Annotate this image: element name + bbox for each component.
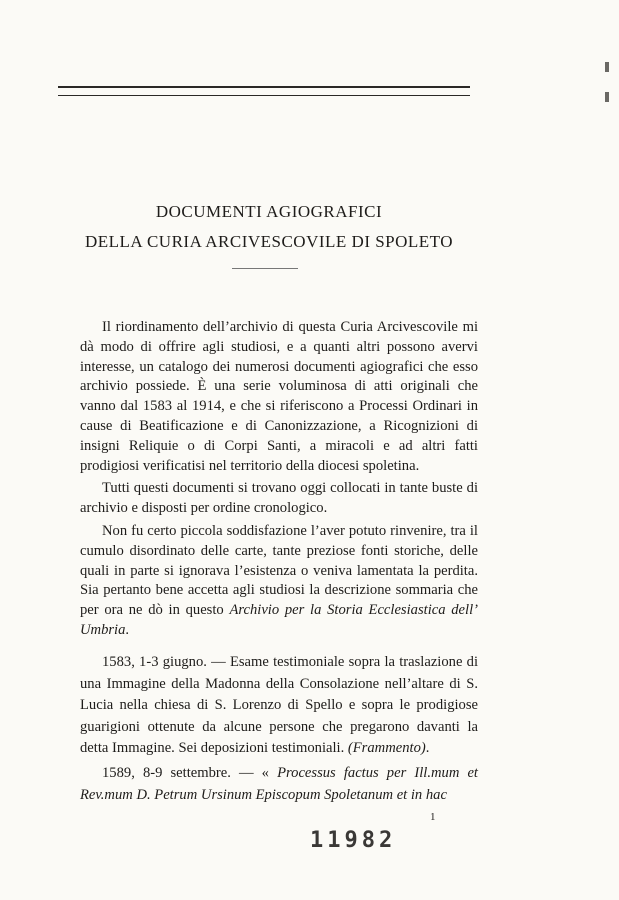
top-double-rule-thick <box>58 86 470 88</box>
entry-1583-body: 1583, 1-3 giugno. — Esame testimoniale sopra la traslazione di una Immagine della Madonna della Consolazione nell’altare di S. Lucia nella chiesa di S. Lorenzo di Spello e sopra le prodigiose guarigioni ottenute da alcune persone che pregarono davanti la detta Immagine. Sei deposizioni testimoniali. <box>80 654 478 756</box>
intro-paragraph-3-end: . <box>125 621 130 638</box>
journal-title: Archivio per la Storia Ecclesiastica dell’ Umbria <box>80 602 478 638</box>
introduction <box>80 318 478 644</box>
intro-paragraph-3-text: Non fu certo piccola soddisfazione l’aver potuto rinvenire, tra il cumulo disordinato delle carte, tante preziose fonti storiche, delle quali in parte si ignorava l’esistenza o veniva lamentata la perdita. Sia pertanto bene accetta agli studiosi la descrizione sommaria che per ora ne dò in questo <box>80 522 478 619</box>
title-separator <box>232 268 298 269</box>
signature-mark: 1 <box>430 811 436 823</box>
entry-1583-text <box>80 652 478 760</box>
catalog-entry-1589 <box>80 763 478 806</box>
edge-mark <box>605 92 609 102</box>
article-title-line-1: DOCUMENTI AGIOGRAFICI <box>155 202 383 221</box>
edge-mark <box>605 62 609 72</box>
intro-paragraph-2: Tutti questi documenti si trovano oggi collocati in tante buste di archivio e disposti per ordine cronologico. <box>80 480 478 517</box>
entry-1583-note: (Frammento) <box>347 740 426 756</box>
catalog-entry-1583 <box>80 652 478 760</box>
top-double-rule-thin <box>58 95 470 96</box>
article-title-line-2: DELLA CURIA ARCIVESCOVILE DI SPOLETO <box>84 232 454 251</box>
intro-paragraph-3 <box>80 522 478 641</box>
library-stamp: 11982 <box>310 828 397 853</box>
entry-1589-text <box>80 763 478 806</box>
entry-1583-end: . <box>425 740 430 756</box>
entry-1589-latin-title: Processus factus per Ill.mum et Rev.mum D. Petrum Ursinum Episcopum Spoletanum et in hac <box>80 765 478 803</box>
intro-paragraph-1: Il riordinamento dell’archivio di questa Curia Arcivescovile mi dà modo di offrire agli studiosi, e a quanti altri possono avervi interesse, un catalogo dei numerosi documenti agiografici che esso archivio possiede. È una serie voluminosa di atti originali che vanno dal 1583 al 1914, e che si riferiscono a Processi Ordinari in cause di Beatificazione e di Canonizzazione, a Ricognizioni di insigni Reliquie o di Corpi Santi, a miracoli e ad altri fatti prodigiosi verificatisi nel territorio della diocesi spoletina. <box>80 319 478 474</box>
entry-1589-date: 1589, 8-9 settembre. — « <box>102 765 278 781</box>
